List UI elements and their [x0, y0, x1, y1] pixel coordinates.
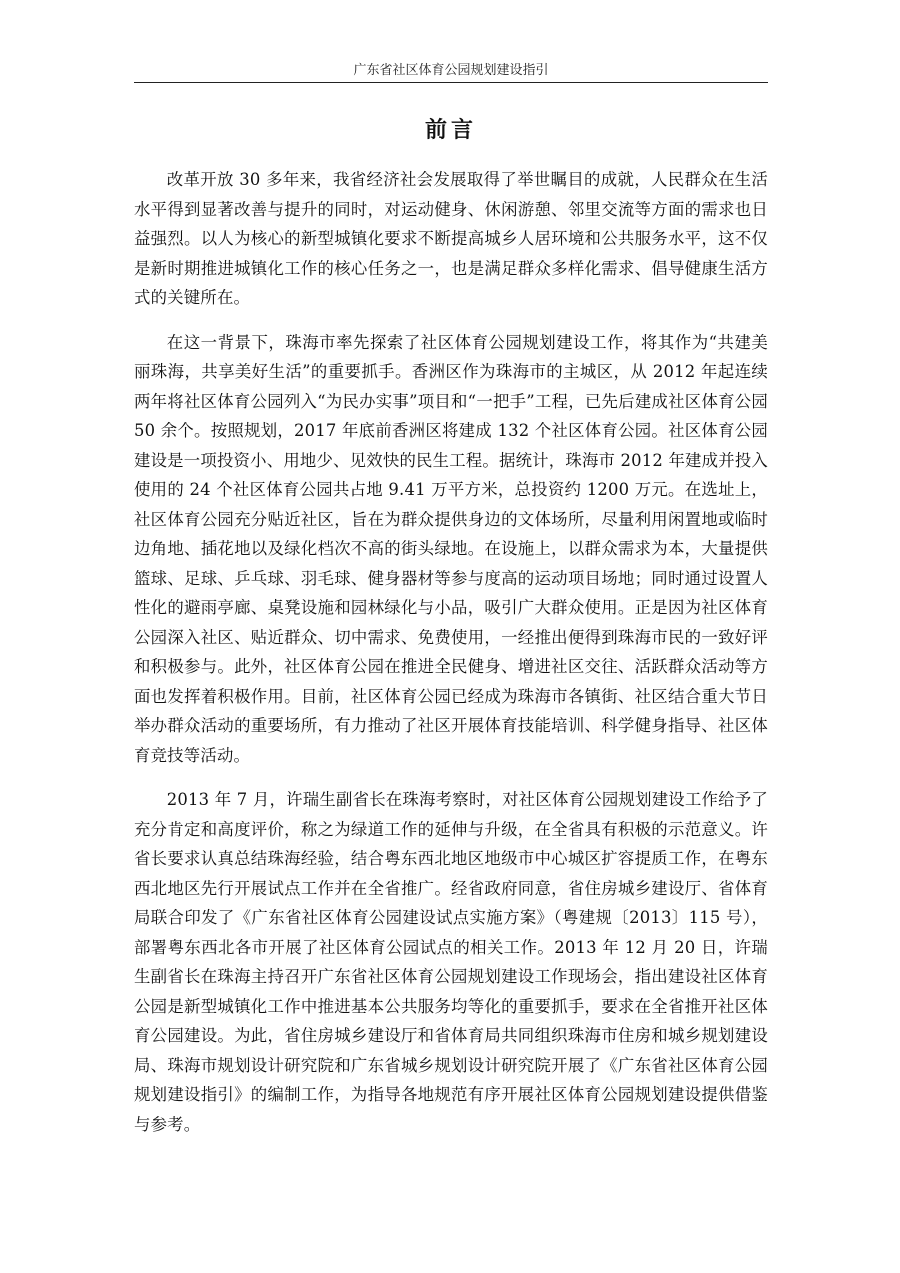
document-body: [134, 165, 768, 1154]
running-header: 广东省社区体育公园规划建设指引: [353, 63, 549, 78]
paragraph-provincial-promotion: 2013 年 7 月，许瑞生副省长在珠海考察时，对社区体育公园规划建设工作给予了充分肯定和高度评价，称之为绿道工作的延伸与升级，在全省具有积极的示范意义。许省长要求认真总结珠海经验，结合粤东西北地区地级市中心城区扩容提质工作，在粤东西北地区先行开展试点工作并在全省推广。经省政府同意，省住房城乡建设厅、省体育局联合印发了《广东省社区体育公园建设试点实施方案》（粤建规〔2013〕115 号），部署粤东西北各市开展了社区体育公园试点的相关工作。2013 年 12 月 20 日，许瑞生副省长在珠海主持召开广东省社区体育公园规划建设工作现场会，指出建设社区体育公园是新型城镇化工作中推进基本公共服务均等化的重要抓手，要求在全省推开社区体育公园建设。为此，省住房城乡建设厅和省体育局共同组织珠海市住房和城乡规划建设局、珠海市规划设计研究院和广东省城乡规划设计研究院开展了《广东省社区体育公园规划建设指引》的编制工作，为指导各地规范有序开展社区体育公园规划建设提供借鉴与参考。: [134, 790, 768, 1134]
page-title: 前言: [424, 118, 477, 143]
header-divider: [134, 82, 768, 83]
paragraph-zhuhai-background: 在这一背景下，珠海市率先探索了社区体育公园规划建设工作，将其作为“共建美丽珠海，共享美好生活”的重要抓手。香洲区作为珠海市的主城区，从 2012 年起连续两年将社区体育公园列入“为民办实事”项目和“一把手”工程，已先后建成社区体育公园 50 余个。按照规划，2017 年底前香洲区将建成 132 个社区体育公园。社区体育公园建设是一项投资小、用地少、见效快的民生工程。据统计，珠海市 2012 年建成并投入使用的 24 个社区体育公园共占地 9.41 万平方米，总投资约 1200 万元。在选址上，社区体育公园充分贴近社区，旨在为群众提供身边的文体场所，尽量利用闲置地或临时边角地、插花地以及绿化档次不高的街头绿地。在设施上，以群众需求为本，大量提供篮球、足球、乒乓球、羽毛球、健身器材等参与度高的运动项目场地；同时通过设置人性化的避雨亭廊、桌凳设施和园林绿化与小品，吸引广大群众使用。正是因为社区体育公园深入社区、贴近群众、切中需求、免费使用，一经推出便得到珠海市民的一致好评和积极参与。此外，社区体育公园在推进全民健身、增进社区交往、活跃群众活动等方面也发挥着积极作用。目前，社区体育公园已经成为珠海市各镇街、社区结合重大节日举办群众活动的重要场所，有力推动了社区开展体育技能培训、科学健身指导、社区体育竞技等活动。: [134, 332, 769, 765]
paragraph-intro: 改革开放 30 多年来，我省经济社会发展取得了举世瞩目的成就，人民群众在生活水平得到显著改善与提升的同时，对运动健身、休闲游憩、邻里交流等方面的需求也日益强烈。以人为核心的新型城镇化要求不断提高城乡人居环境和公共服务水平，这不仅是新时期推进城镇化工作的核心任务之一，也是满足群众多样化需求、倡导健康生活方式的关键所在。: [134, 170, 768, 307]
